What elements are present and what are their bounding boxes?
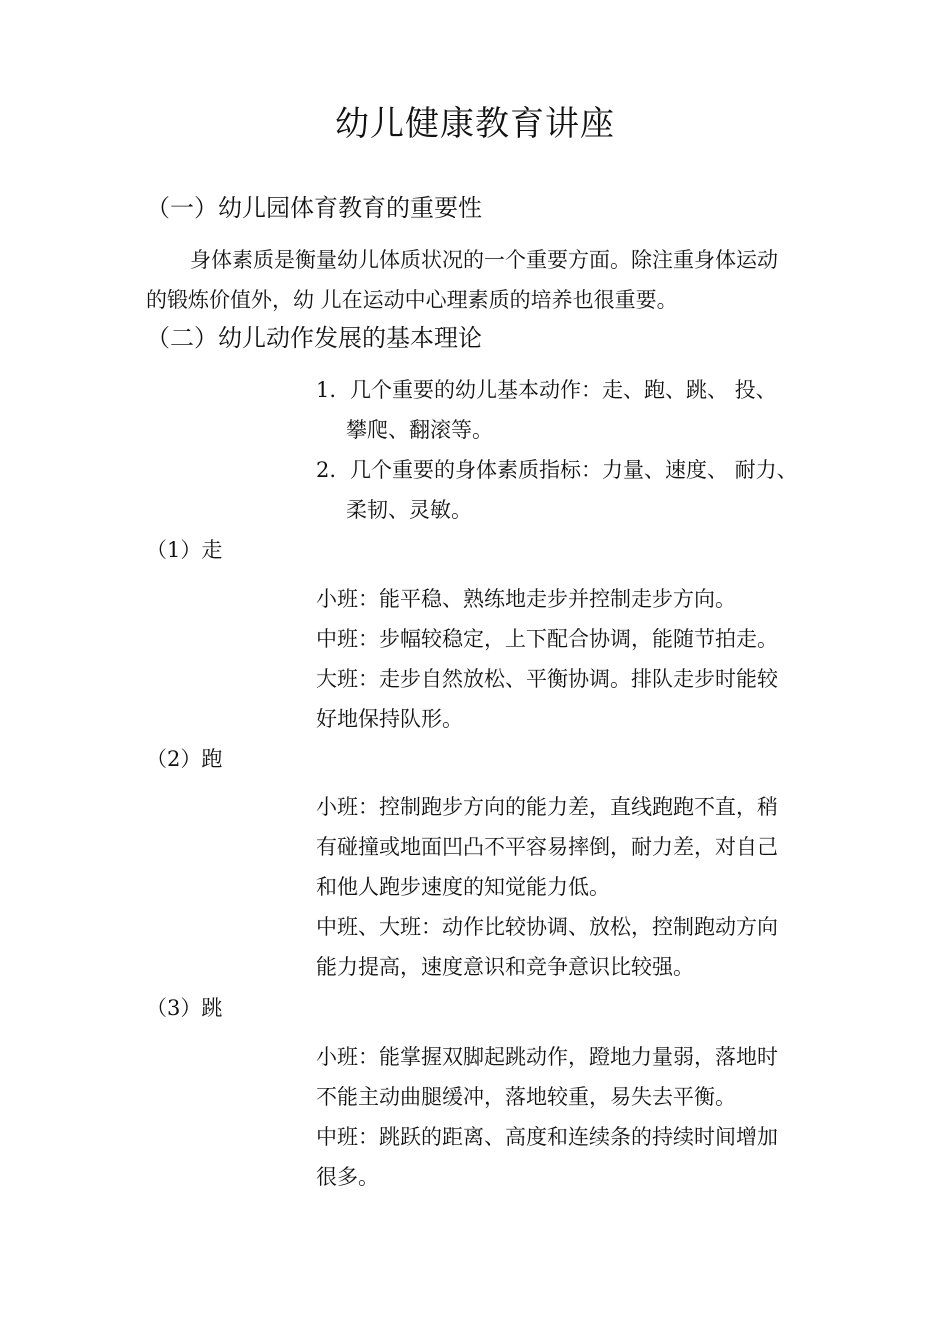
numbered-item-1-number: 1.	[316, 378, 337, 402]
jump-heading: （3）跳	[146, 996, 223, 1020]
run-line-4: 中班、大班：动作比较协调、放松，控制跑动方向	[316, 915, 778, 939]
walk-block	[316, 579, 816, 739]
section-1-paragraph-line-2: 的锻炼价值外，幼 儿在运动中心理素质的培养也很重要。	[146, 288, 678, 312]
run-line-2: 有碰撞或地面凹凸不平容易摔倒，耐力差，对自己	[316, 835, 778, 859]
walk-heading: （1）走	[146, 538, 223, 562]
jump-line-2: 不能主动曲腿缓冲，落地较重，易失去平衡。	[316, 1085, 736, 1109]
numbered-item-1	[316, 370, 816, 450]
walk-line-2: 中班：步幅较稳定，上下配合协调，能随节拍走。	[316, 627, 778, 651]
section-2-heading: （二）幼儿动作发展的基本理论	[146, 324, 482, 352]
numbered-item-2-line-1: 几个重要的身体素质指标：力量、速度、 耐力、	[350, 458, 798, 482]
run-line-3: 和他人跑步速度的知觉能力低。	[316, 875, 610, 899]
run-block	[316, 787, 816, 987]
walk-line-4: 好地保持队形。	[316, 707, 463, 731]
run-line-5: 能力提高，速度意识和竞争意识比较强。	[316, 955, 694, 979]
walk-line-1: 小班：能平稳、熟练地走步并控制走步方向。	[316, 587, 736, 611]
section-1-paragraph-line-1: 身体素质是衡量幼儿体质状况的一个重要方面。除注重身体运动	[190, 248, 778, 272]
jump-block	[316, 1037, 816, 1197]
jump-line-4: 很多。	[316, 1165, 379, 1189]
walk-line-3: 大班：走步自然放松、平衡协调。排队走步时能较	[316, 667, 778, 691]
numbered-item-2-line-2: 柔韧、灵敏。	[346, 498, 472, 522]
jump-line-1: 小班：能掌握双脚起跳动作，蹬地力量弱，落地时	[316, 1045, 778, 1069]
numbered-item-2	[316, 450, 816, 530]
run-heading: （2）跑	[146, 747, 223, 771]
run-line-1: 小班：控制跑步方向的能力差，直线跑跑不直，稍	[316, 795, 778, 819]
section-1-paragraph	[146, 240, 814, 320]
numbered-item-1-line-1: 几个重要的幼儿基本动作：走、跑、跳、 投、	[350, 378, 777, 402]
numbered-item-1-line-2: 攀爬、翻滚等。	[346, 418, 493, 442]
numbered-item-2-number: 2.	[316, 458, 337, 482]
section-1-heading: （一）幼儿园体育教育的重要性	[146, 194, 482, 222]
document-title: 幼儿健康教育讲座	[335, 104, 615, 144]
jump-line-3: 中班：跳跃的距离、高度和连续条的持续时间增加	[316, 1125, 778, 1149]
